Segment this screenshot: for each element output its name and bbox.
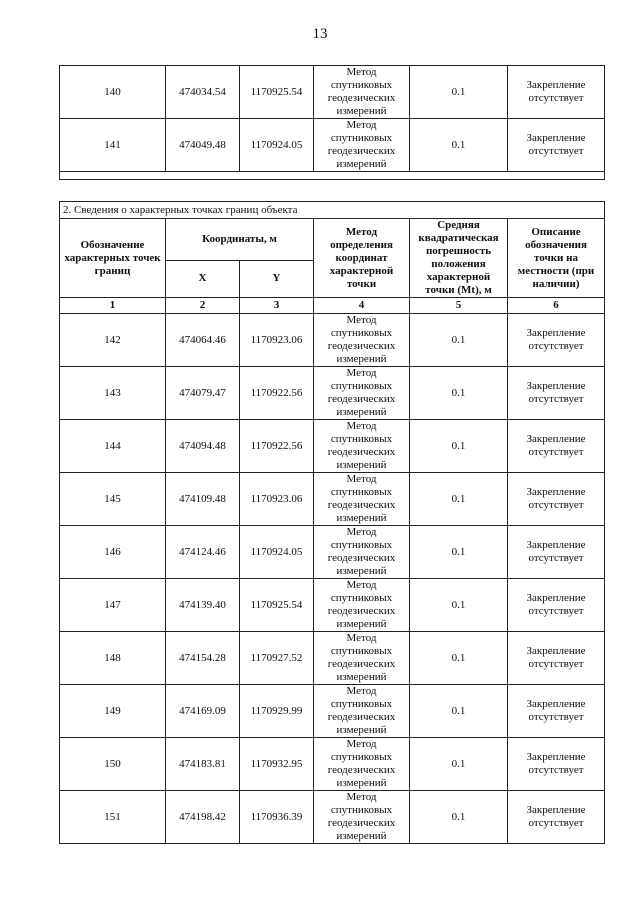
description-cell (508, 791, 605, 844)
method-cell-line: спутниковых (330, 380, 393, 392)
accuracy-cell: 0.1 (410, 420, 508, 473)
method-cell-line: геодезических (327, 145, 396, 157)
method-cell-line: измерений (336, 353, 387, 365)
description-cell-line: отсутствует (528, 817, 584, 829)
description-cell-line: отсутствует (528, 764, 584, 776)
table-row (60, 420, 605, 473)
point-id: 148 (60, 632, 166, 685)
description-cell-line: отсутствует (528, 499, 584, 511)
coord-x: 474183.81 (166, 738, 240, 791)
coord-y: 1170927.52 (240, 632, 314, 685)
description-cell-line: Закрепление (526, 380, 586, 392)
coord-x: 474094.48 (166, 420, 240, 473)
coord-y: 1170922.56 (240, 420, 314, 473)
table-row (60, 473, 605, 526)
description-cell-line: отсутствует (528, 92, 584, 104)
point-id: 143 (60, 367, 166, 420)
table-row (60, 791, 605, 844)
table-row (60, 119, 605, 172)
method-cell-line: геодезических (327, 711, 396, 723)
table-row (60, 579, 605, 632)
method-cell-line: Метод (346, 119, 377, 131)
description-cell (508, 632, 605, 685)
method-cell-line: измерений (336, 724, 387, 736)
method-cell-line: геодезических (327, 658, 396, 670)
accuracy-cell: 0.1 (410, 632, 508, 685)
description-cell-line: Закрепление (526, 327, 586, 339)
header-y: Y (240, 260, 314, 297)
header-accuracy: Средняя квадратическая погрешность положения характерной точки (Mt), м (410, 219, 508, 298)
method-cell (314, 420, 410, 473)
description-cell-line: отсутствует (528, 145, 584, 157)
description-cell-line: отсутствует (528, 393, 584, 405)
column-number: 5 (410, 298, 508, 314)
description-cell-line: отсутствует (528, 552, 584, 564)
description-cell-line: Закрепление (526, 592, 586, 604)
method-cell-line: геодезических (327, 499, 396, 511)
method-cell-line: спутниковых (330, 698, 393, 710)
coord-y: 1170936.39 (240, 791, 314, 844)
accuracy-cell: 0.1 (410, 314, 508, 367)
accuracy-cell: 0.1 (410, 66, 508, 119)
point-id: 142 (60, 314, 166, 367)
method-cell-line: Метод (346, 66, 377, 78)
method-cell-line: Метод (346, 367, 377, 379)
method-cell-line: Метод (346, 526, 377, 538)
description-cell-line: Закрепление (526, 486, 586, 498)
method-cell-line: измерений (336, 406, 387, 418)
method-cell (314, 119, 410, 172)
description-cell (508, 119, 605, 172)
description-cell-line: отсутствует (528, 446, 584, 458)
coord-x: 474109.48 (166, 473, 240, 526)
method-cell-line: геодезических (327, 92, 396, 104)
method-cell-line: спутниковых (330, 751, 393, 763)
method-cell-line: измерений (336, 459, 387, 471)
table-row (60, 367, 605, 420)
method-cell-line: спутниковых (330, 539, 393, 551)
description-cell-line: Закрепление (526, 645, 586, 657)
description-cell (508, 579, 605, 632)
description-cell-line: Закрепление (526, 804, 586, 816)
coord-x: 474124.46 (166, 526, 240, 579)
table-row (60, 738, 605, 791)
method-cell (314, 738, 410, 791)
method-cell-line: спутниковых (330, 132, 393, 144)
point-id: 151 (60, 791, 166, 844)
description-cell (508, 314, 605, 367)
method-cell (314, 791, 410, 844)
table-row (60, 632, 605, 685)
method-cell-line: геодезических (327, 340, 396, 352)
method-cell-line: спутниковых (330, 79, 393, 91)
coord-x: 474198.42 (166, 791, 240, 844)
method-cell (314, 367, 410, 420)
method-cell-line: геодезических (327, 764, 396, 776)
top-coordinates-table (59, 65, 605, 180)
method-cell-line: Метод (346, 314, 377, 326)
method-cell (314, 473, 410, 526)
description-cell (508, 738, 605, 791)
coord-y: 1170932.95 (240, 738, 314, 791)
method-cell-line: измерений (336, 565, 387, 577)
point-id: 147 (60, 579, 166, 632)
coord-y: 1170924.05 (240, 526, 314, 579)
header-designation: Обозначение характерных точек границ (60, 219, 166, 298)
description-cell-line: Закрепление (526, 79, 586, 91)
description-cell-line: Закрепление (526, 539, 586, 551)
method-cell-line: измерений (336, 512, 387, 524)
point-id: 144 (60, 420, 166, 473)
method-cell-line: геодезических (327, 393, 396, 405)
coord-x: 474034.54 (166, 66, 240, 119)
coord-y: 1170925.54 (240, 579, 314, 632)
accuracy-cell: 0.1 (410, 119, 508, 172)
method-cell-line: измерений (336, 777, 387, 789)
description-cell (508, 66, 605, 119)
method-cell-line: геодезических (327, 446, 396, 458)
coord-x: 474154.28 (166, 632, 240, 685)
method-cell-line: геодезических (327, 552, 396, 564)
point-id: 146 (60, 526, 166, 579)
method-cell (314, 685, 410, 738)
coord-x: 474169.09 (166, 685, 240, 738)
column-number: 2 (166, 298, 240, 314)
boundary-points-table (59, 201, 605, 844)
description-cell-line: Закрепление (526, 132, 586, 144)
coord-y: 1170922.56 (240, 367, 314, 420)
accuracy-cell: 0.1 (410, 685, 508, 738)
description-cell (508, 526, 605, 579)
point-id: 149 (60, 685, 166, 738)
description-cell-line: отсутствует (528, 605, 584, 617)
column-number: 3 (240, 298, 314, 314)
column-number: 6 (508, 298, 605, 314)
method-cell-line: спутниковых (330, 592, 393, 604)
table-row (60, 685, 605, 738)
method-cell-line: спутниковых (330, 486, 393, 498)
description-cell (508, 685, 605, 738)
method-cell-line: геодезических (327, 817, 396, 829)
description-cell-line: отсутствует (528, 340, 584, 352)
description-cell-line: Закрепление (526, 433, 586, 445)
accuracy-cell: 0.1 (410, 791, 508, 844)
coord-y: 1170925.54 (240, 66, 314, 119)
table-row (60, 314, 605, 367)
method-cell-line: Метод (346, 685, 377, 697)
method-cell-line: Метод (346, 632, 377, 644)
method-cell-line: Метод (346, 473, 377, 485)
header-x: X (166, 260, 240, 297)
accuracy-cell: 0.1 (410, 579, 508, 632)
description-cell-line: Закрепление (526, 698, 586, 710)
table-end-spacer (60, 172, 605, 180)
method-cell-line: измерений (336, 830, 387, 842)
method-cell-line: Метод (346, 579, 377, 591)
description-cell-line: отсутствует (528, 658, 584, 670)
point-id: 140 (60, 66, 166, 119)
coord-y: 1170923.06 (240, 314, 314, 367)
method-cell-line: Метод (346, 420, 377, 432)
accuracy-cell: 0.1 (410, 367, 508, 420)
coord-y: 1170923.06 (240, 473, 314, 526)
method-cell-line: Метод (346, 791, 377, 803)
method-cell-line: спутниковых (330, 433, 393, 445)
table-row (60, 526, 605, 579)
method-cell-line: измерений (336, 671, 387, 683)
point-id: 145 (60, 473, 166, 526)
method-cell-line: измерений (336, 105, 387, 117)
accuracy-cell: 0.1 (410, 473, 508, 526)
method-cell (314, 632, 410, 685)
description-cell-line: Закрепление (526, 751, 586, 763)
method-cell-line: спутниковых (330, 804, 393, 816)
method-cell-line: спутниковых (330, 327, 393, 339)
method-cell (314, 66, 410, 119)
point-id: 150 (60, 738, 166, 791)
section-title: 2. Сведения о характерных точках границ объекта (60, 202, 605, 219)
method-cell (314, 314, 410, 367)
point-id: 141 (60, 119, 166, 172)
table-row (60, 66, 605, 119)
description-cell (508, 473, 605, 526)
description-cell (508, 367, 605, 420)
coord-x: 474064.46 (166, 314, 240, 367)
method-cell-line: геодезических (327, 605, 396, 617)
accuracy-cell: 0.1 (410, 738, 508, 791)
coord-x: 474139.40 (166, 579, 240, 632)
header-description: Описание обозначения точки на местности (при наличии) (508, 219, 605, 298)
coord-y: 1170929.99 (240, 685, 314, 738)
column-number: 4 (314, 298, 410, 314)
page-number: 13 (312, 26, 328, 42)
coord-x: 474079.47 (166, 367, 240, 420)
description-cell (508, 420, 605, 473)
coord-y: 1170924.05 (240, 119, 314, 172)
header-method: Метод определения координат характерной точки (314, 219, 410, 298)
method-cell (314, 579, 410, 632)
method-cell (314, 526, 410, 579)
description-cell-line: отсутствует (528, 711, 584, 723)
coord-x: 474049.48 (166, 119, 240, 172)
method-cell-line: Метод (346, 738, 377, 750)
column-number: 1 (60, 298, 166, 314)
method-cell-line: измерений (336, 158, 387, 170)
method-cell-line: спутниковых (330, 645, 393, 657)
accuracy-cell: 0.1 (410, 526, 508, 579)
header-coordinates: Координаты, м (166, 219, 314, 261)
method-cell-line: измерений (336, 618, 387, 630)
